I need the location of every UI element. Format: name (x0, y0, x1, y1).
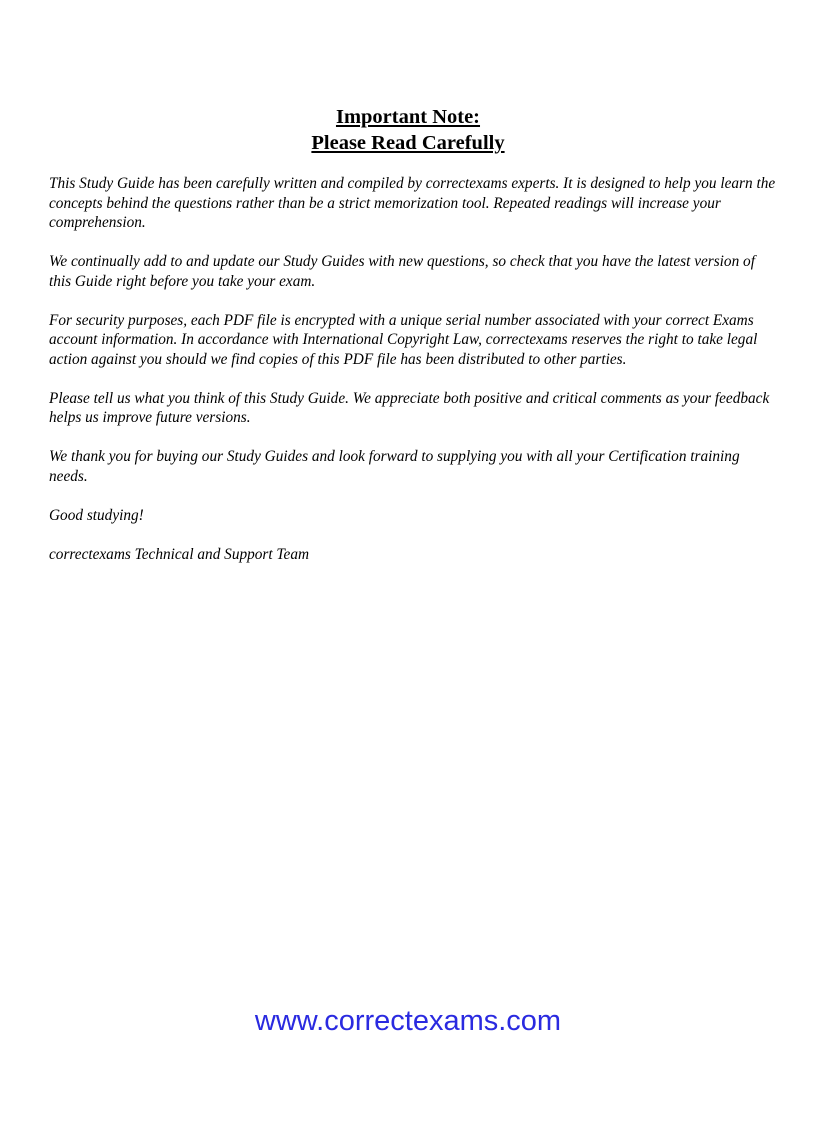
website-link[interactable]: www.correctexams.com (254, 1005, 562, 1037)
paragraph-security: For security purposes, each PDF file is encrypted with a unique serial number associated with your correct Exams account information. In accordance with International Copyright Law, correctexams reserves the right to take legal action against you should we find copies of this PDF file has been distributed to other parties. (49, 311, 758, 368)
paragraph-feedback: Please tell us what you think of this Study Guide. We appreciate both positive and critical comments as your feedback helps us improve future versions. (49, 389, 770, 426)
note-body (49, 174, 777, 584)
heading-line-read-carefully: Please Read Carefully (311, 132, 505, 154)
paragraph-intro: This Study Guide has been carefully written and compiled by correctexams experts. It is designed to help you learn the concepts behind the questions rather than be a strict memorization tool. Repeated readings will increase your comprehension. (49, 175, 776, 231)
paragraph-updates: We continually add to and update our Study Guides with new questions, so check that you have the latest version of this Guide right before you take your exam. (49, 253, 755, 290)
paragraph-signature: correctexams Technical and Support Team (49, 545, 310, 563)
page-heading (0, 104, 816, 156)
paragraph-good-studying: Good studying! (49, 506, 144, 524)
paragraph-thanks: We thank you for buying our Study Guides and look forward to supplying you with all your Certification training needs. (49, 448, 740, 485)
heading-line-important-note: Important Note: (335, 106, 481, 128)
